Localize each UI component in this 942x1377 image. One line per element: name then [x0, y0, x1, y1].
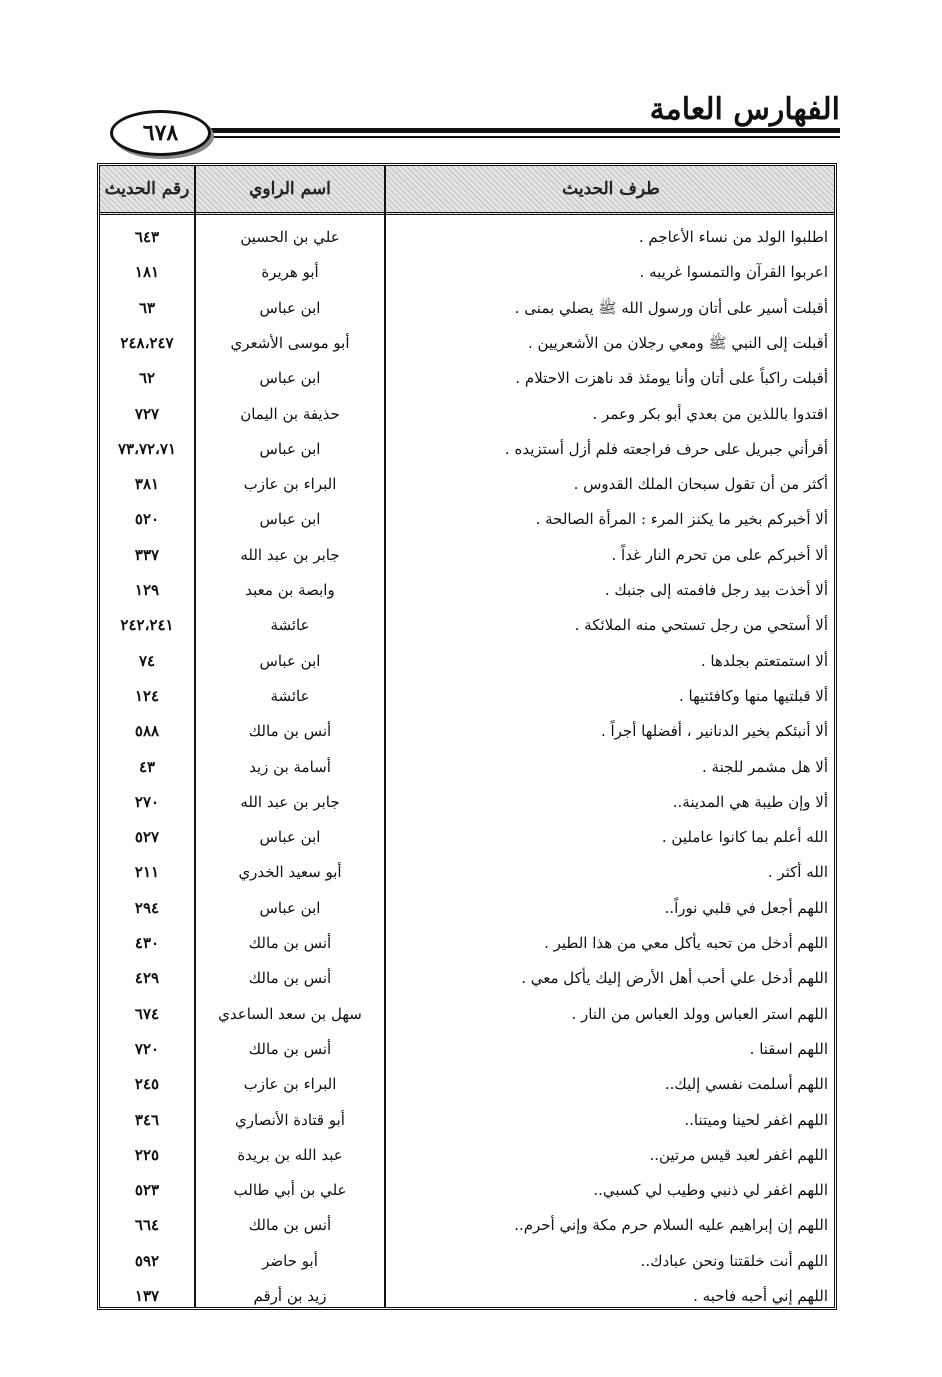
- table-row: [100, 750, 834, 785]
- narrator-name: أنس بن مالك: [248, 722, 332, 741]
- hadith-text: اللهم أجعل في قلبي نوراً..: [664, 898, 828, 917]
- hadith-text: ألا أنبئكم بخير الدنانير ، أفضلها أجراً .: [600, 722, 828, 741]
- hadith-number: ١٢٩: [134, 581, 160, 599]
- hadith-text: ألا أخبركم على من تحرم النار غداً .: [611, 545, 828, 564]
- column-header-hadith-start: طرف الحديث: [562, 179, 660, 199]
- narrator-name: أنس بن مالك: [248, 1039, 332, 1058]
- hadith-text: ألا أستحي من رجل تستحي منه الملائكة .: [574, 616, 828, 635]
- table-row: [100, 502, 834, 537]
- narrator-name: عبد الله بن بريدة: [237, 1145, 343, 1164]
- hadith-number: ١٣٧: [134, 1287, 160, 1305]
- hadith-index-table: [97, 163, 837, 1310]
- hadith-text: اعربوا القرآن والتمسوا غريبه .: [639, 263, 828, 282]
- narrator-name: أنس بن مالك: [248, 1216, 332, 1235]
- hadith-number: ٥٢٣: [134, 1181, 160, 1200]
- table-row: [100, 1103, 834, 1138]
- hadith-text: أقبلت راكباً على أتان وأنا يومئذ قد ناهزت الاحتلام .: [515, 369, 828, 388]
- hadith-text: أقرأني جبريل على حرف فراجعته فلم أزل أستزيده .: [504, 439, 828, 458]
- hadith-number: ٥٩٢: [134, 1251, 160, 1270]
- narrator-name: علي بن أبي طالب: [233, 1181, 347, 1200]
- narrator-name: عائشة: [270, 686, 310, 705]
- table-row: [100, 467, 834, 502]
- hadith-text: ألا وإن طيبة هي المدينة..: [672, 792, 828, 811]
- narrator-name: أسامة بن زيد: [249, 757, 331, 776]
- table-row: [100, 785, 834, 820]
- table-row: [100, 714, 834, 749]
- hadith-number: ٧٢٠: [134, 1039, 160, 1058]
- table-row: [100, 1208, 834, 1243]
- hadith-number: ٦٢: [138, 369, 156, 388]
- narrator-name: جابر بن عبد الله: [240, 545, 340, 564]
- hadith-text: اللهم استر العباس وولد العباس من النار .: [571, 1004, 828, 1023]
- table-row: [100, 291, 834, 326]
- table-row: [100, 573, 834, 608]
- page-header: [100, 90, 840, 158]
- table-row: [100, 1032, 834, 1067]
- table-row: [100, 1244, 834, 1279]
- table-row: [100, 1138, 834, 1173]
- hadith-text: اللهم إن إبراهيم عليه السلام حرم مكة وإني أحرم..: [514, 1216, 828, 1235]
- hadith-text: ألا قبلتيها منها وكافئتيها .: [679, 686, 828, 705]
- hadith-number: ٢٤٢،٢٤١: [120, 616, 174, 635]
- header-rule: [195, 128, 840, 133]
- narrator-name: أبو قتادة الأنصاري: [235, 1110, 345, 1129]
- hadith-number: ٦٤٣: [134, 228, 160, 246]
- narrator-name: ابن عباس: [259, 298, 321, 317]
- page-number: ٦٧٨: [110, 110, 211, 156]
- table-row: [100, 820, 834, 855]
- hadith-number: ٣٨١: [134, 475, 160, 494]
- table-row: [100, 961, 834, 996]
- table-row: [100, 891, 834, 926]
- hadith-text: أقبلت أسير على أتان ورسول الله ﷺ يصلي بمنى .: [514, 298, 828, 317]
- hadith-number: ٤٣: [138, 757, 156, 776]
- table-row: [100, 608, 834, 643]
- table-row: [100, 220, 834, 255]
- table-row: [100, 926, 834, 961]
- hadith-text: ألا أخبركم بخير ما يكنز المرء : المرأة الصالحة .: [535, 510, 828, 529]
- hadith-text: ألا أخذت بيد رجل فافمته إلى جنبك .: [604, 581, 828, 599]
- column-header-narrator: اسم الراوي: [249, 179, 331, 199]
- narrator-name: أبو موسى الأشعري: [230, 333, 350, 352]
- narrator-name: أبو حاضر: [262, 1251, 318, 1270]
- narrator-name: ابن عباس: [259, 439, 321, 458]
- hadith-text: أكثر من أن تقول سبحان الملك القدوس .: [573, 475, 828, 494]
- table-row: [100, 1173, 834, 1208]
- narrator-name: ابن عباس: [259, 828, 321, 847]
- hadith-number: ٧٣،٧٢،٧١: [117, 439, 177, 458]
- narrator-name: أبو هريرة: [261, 263, 319, 282]
- header-rule-thin: [195, 136, 840, 138]
- hadith-number: ٥٢٧: [134, 828, 160, 847]
- narrator-name: البراء بن عازب: [243, 1075, 337, 1094]
- hadith-number: ٣٤٦: [134, 1110, 160, 1129]
- narrator-name: سهل بن سعد الساعدي: [218, 1004, 362, 1023]
- narrator-name: عائشة: [270, 616, 310, 635]
- hadith-text: اللهم اسقنا .: [749, 1039, 828, 1058]
- hadith-text: اللهم أدخل من تحبه يأكل معي من هذا الطير .: [544, 934, 828, 952]
- hadith-number: ٦٦٤: [134, 1216, 160, 1235]
- hadith-text: اللهم اغفر لعبد قيس مرتين..: [649, 1145, 828, 1164]
- hadith-number: ٤٢٩: [134, 969, 160, 988]
- hadith-number: ١٢٤: [134, 686, 160, 705]
- table-row: [100, 1067, 834, 1102]
- narrator-name: ابن عباس: [259, 898, 321, 917]
- hadith-text: الله أعلم بما كانوا عاملين .: [661, 828, 828, 847]
- table-row: [100, 326, 834, 361]
- hadith-text: اطلبوا الولد من نساء الأعاجم .: [638, 228, 828, 246]
- page-title: الفهارس العامة: [649, 92, 840, 127]
- hadith-number: ٥٨٨: [134, 722, 160, 741]
- hadith-text: ألا استمتعتم بجلدها .: [700, 651, 828, 670]
- narrator-name: أبو سعيد الخدري: [238, 863, 342, 882]
- narrator-name: جابر بن عبد الله: [240, 792, 340, 811]
- narrator-name: ابن عباس: [259, 369, 321, 388]
- table-row: [100, 997, 834, 1032]
- narrator-name: ابن عباس: [259, 651, 321, 670]
- table-row: [100, 679, 834, 714]
- hadith-number: ٧٤: [138, 651, 156, 670]
- table-row: [100, 397, 834, 432]
- table-row: [100, 855, 834, 890]
- hadith-text: اقتدوا باللذين من بعدي أبو بكر وعمر .: [592, 404, 828, 423]
- hadith-number: ٦٣: [138, 298, 156, 317]
- hadith-number: ٧٢٧: [134, 404, 160, 423]
- table-header: [100, 166, 834, 215]
- hadith-text: اللهم أدخل علي أحب أهل الأرض إليك يأكل معي .: [521, 969, 828, 988]
- narrator-name: علي بن الحسين: [240, 228, 340, 246]
- narrator-name: حذيفة بن اليمان: [240, 404, 340, 423]
- narrator-name: زيد بن أرقم: [253, 1287, 327, 1305]
- hadith-number: ٣٣٧: [134, 545, 160, 564]
- hadith-text: اللهم أنت خلقتنا ونحن عبادك..: [640, 1251, 828, 1270]
- hadith-text: الله أكثر .: [767, 863, 828, 882]
- hadith-text: اللهم أسلمت نفسي إليك..: [664, 1075, 828, 1094]
- hadith-number: ٢٧٠: [134, 792, 160, 811]
- hadith-number: ٢٩٤: [134, 898, 160, 917]
- hadith-number: ٤٣٠: [134, 934, 160, 952]
- hadith-number: ٦٧٤: [134, 1004, 160, 1023]
- hadith-text: اللهم اغفر لحينا وميتنا..: [684, 1110, 828, 1129]
- hadith-number: ٥٢٠: [134, 510, 160, 529]
- table-row: [100, 361, 834, 396]
- narrator-name: وابصة بن معبد: [245, 581, 335, 599]
- narrator-name: أنس بن مالك: [248, 934, 332, 952]
- column-header-hadith-number: رقم الحديث: [104, 179, 190, 199]
- hadith-number: ٢٢٥: [134, 1145, 160, 1164]
- hadith-number: ١٨١: [134, 263, 160, 282]
- hadith-text: أقبلت إلى النبي ﷺ ومعي رجلان من الأشعريين .: [528, 333, 828, 352]
- hadith-number: ٢١١: [134, 863, 160, 882]
- table-row: [100, 644, 834, 679]
- hadith-text: اللهم اغفر لي ذنبي وطيب لي كسبي..: [593, 1181, 828, 1200]
- table-row: [100, 538, 834, 573]
- hadith-number: ٢٤٥: [134, 1075, 160, 1094]
- table-row: [100, 255, 834, 290]
- table-row: [100, 1279, 834, 1314]
- hadith-text: اللهم إني أحبه فاحبه .: [693, 1287, 828, 1305]
- narrator-name: البراء بن عازب: [243, 475, 337, 494]
- narrator-name: أنس بن مالك: [248, 969, 332, 988]
- hadith-number: ٢٤٨،٢٤٧: [120, 333, 174, 352]
- narrator-name: ابن عباس: [259, 510, 321, 529]
- table-row: [100, 432, 834, 467]
- hadith-text: ألا هل مشمر للجنة .: [702, 757, 828, 776]
